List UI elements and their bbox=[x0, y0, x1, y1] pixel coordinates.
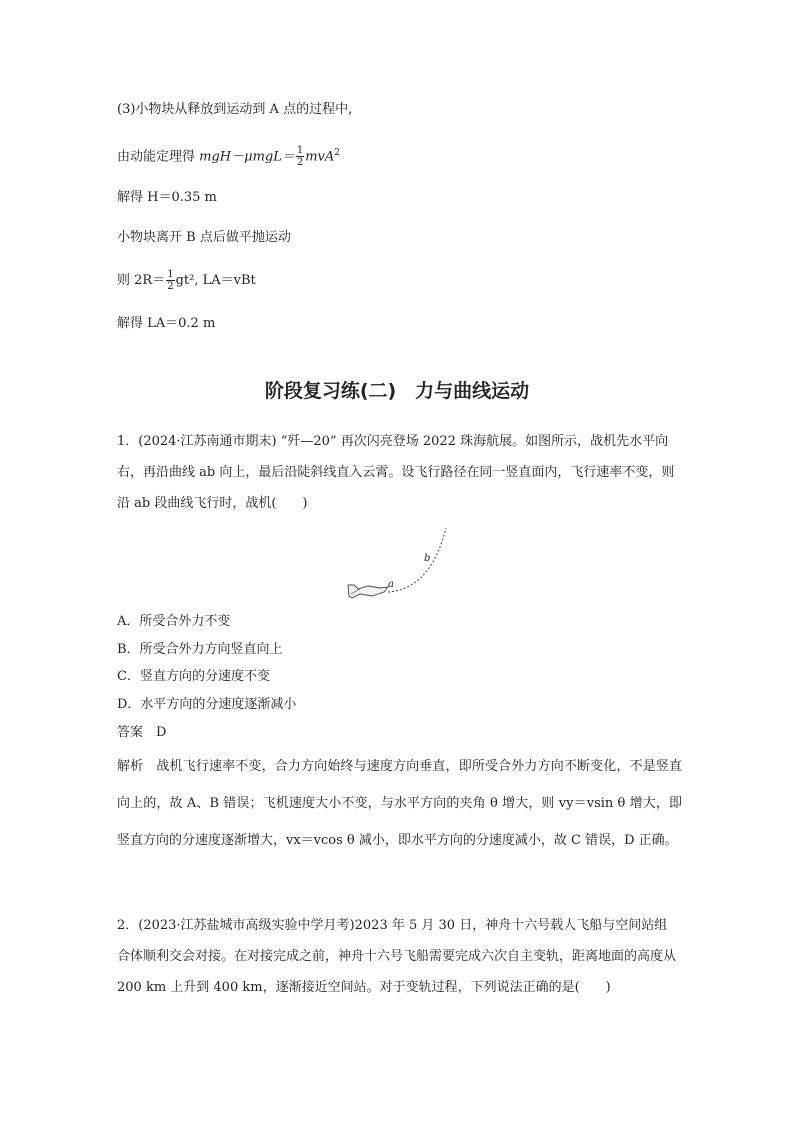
solution-line-3: 解得 H＝0.35 m bbox=[117, 190, 217, 205]
fraction-denominator: 2 bbox=[296, 157, 304, 169]
question-2-stem: 2．(2023·江苏盐城市高级实验中学月考)2023 年 5 月 30 日，神舟十六号载人飞船与空间站组合体顺利交会对接。在对接完成之前，神舟十六号飞船需要完成六次自主变轨，距离地面的高度从 200 km 上升到 400 km，逐渐接近空间站。对于变轨过程，下列说法正确的是( ) bbox=[117, 918, 677, 995]
solution-line-6: 解得 LA＝0.2 m bbox=[117, 316, 216, 331]
solution-line-2-tail: mvA bbox=[305, 149, 335, 165]
solution-line-2-eq: mgH－μmgL＝ bbox=[199, 149, 295, 165]
solution-line-5 bbox=[117, 269, 256, 292]
answer-line: 答案 D bbox=[117, 725, 167, 740]
fraction-denominator-2: 2 bbox=[167, 281, 174, 292]
fraction-numerator: 1 bbox=[296, 145, 304, 157]
option-a: A．所受合外力不变 bbox=[117, 614, 231, 629]
option-b: B．所受合外力方向竖直向上 bbox=[117, 642, 283, 657]
fraction-half bbox=[296, 145, 304, 168]
question-1-figure bbox=[340, 526, 460, 606]
point-a-label: a bbox=[388, 579, 394, 590]
option-c: C．竖直方向的分速度不变 bbox=[117, 669, 270, 684]
flight-path-diagram bbox=[340, 526, 460, 606]
solution-line-2-prefix: 由动能定理得 bbox=[117, 149, 200, 165]
analysis-paragraph: 解析 战机飞行速率不变，合力方向始终与速度方向垂直，即所受合外力方向不断变化，不是竖直向上的，故 A、B 错误；飞机速度大小不变，与水平方向的夹角 θ 增大，则 vy＝vsin θ 增大，即竖直方向的分速度逐渐增大，vx＝vcos θ 减小，即水平方向的分速度减小，故 C 错误，D 正确。 bbox=[117, 759, 682, 848]
solution-line-1: (3)小物块从释放到运动到 A 点的过程中, bbox=[117, 102, 353, 117]
flight-path-curve bbox=[388, 528, 446, 592]
fraction-half-2 bbox=[166, 269, 174, 292]
jet-icon bbox=[348, 585, 388, 598]
option-d: D．水平方向的分速度逐渐减小 bbox=[117, 697, 297, 712]
solution-line-2-sup: 2 bbox=[334, 148, 341, 158]
solution-line-5-mid: gt², LA＝vBt bbox=[175, 273, 256, 288]
point-b-label: b bbox=[424, 553, 431, 564]
fraction-numerator-2: 1 bbox=[167, 269, 174, 280]
solution-line-4: 小物块离开 B 点后做平抛运动 bbox=[117, 230, 291, 245]
solution-line-2 bbox=[117, 144, 340, 168]
question-1-stem: 1．(2024·江苏南通市期末) “歼—20” 再次闪亮登场 2022 珠海航展。如图所示，战机先水平向右，再沿曲线 ab 向上，最后沿陡斜线直入云霄。设飞行路径在同一竖直面内，飞行速率不变，则沿 ab 段曲线飞行时，战机( ) bbox=[117, 434, 675, 511]
solution-line-5-prefix: 则 2R＝ bbox=[117, 273, 166, 288]
section-title: 阶段复习练(二) 力与曲线运动 bbox=[264, 380, 530, 402]
